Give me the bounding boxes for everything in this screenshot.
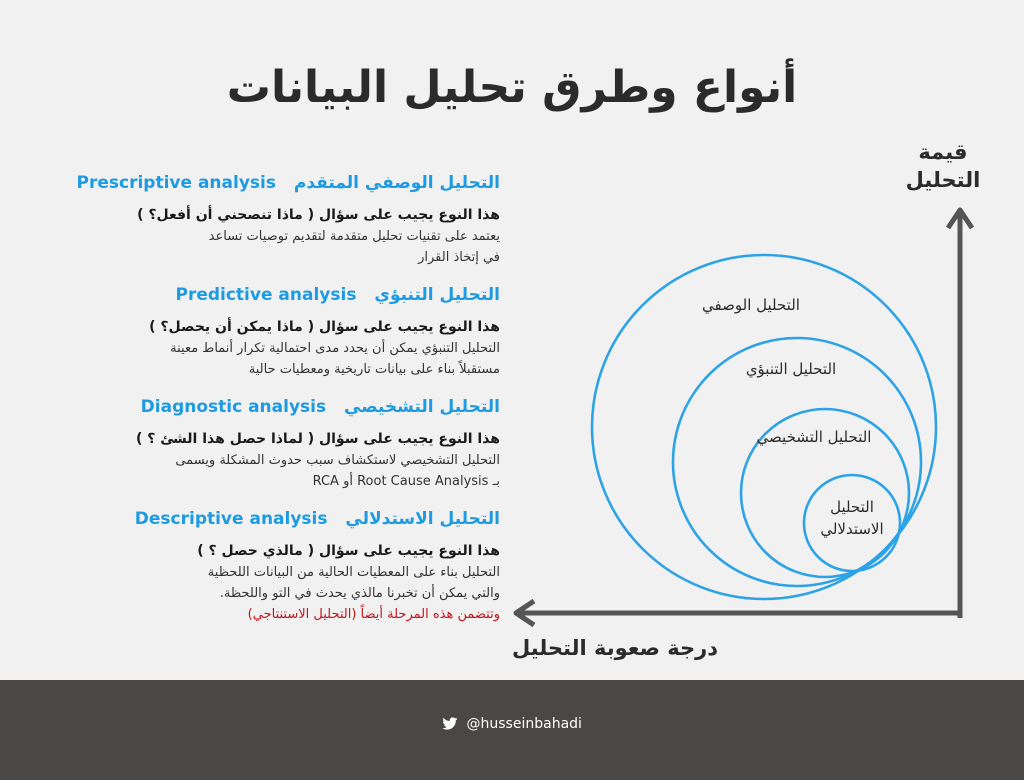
twitter-handle: @husseinbahadi — [466, 716, 582, 732]
section-desc-line: بـ Root Cause Analysis أو RCA — [312, 474, 500, 489]
circle-label-line: التحليل — [830, 498, 874, 516]
section-question: هذا النوع يجيب على سؤال ( مالذي حصل ؟ ) — [197, 543, 500, 559]
section-title-en: Descriptive analysis — [134, 509, 328, 529]
section-title-en: Diagnostic analysis — [140, 397, 327, 417]
twitter-bird-icon — [442, 717, 458, 731]
section-note: وتتضمن هذه المرحلة أيضاً (التحليل الاستنتاجي) — [247, 607, 500, 622]
section-title-ar: التحليل التشخيصي — [344, 397, 500, 417]
section-question: هذا النوع يجيب على سؤال ( ماذا يمكن أن يحصل؟ ) — [149, 319, 500, 335]
section-desc-line: والتي يمكن أن تخبرنا مالذي يحدث في التو واللحظة. — [219, 586, 500, 601]
circle-label-text: التحليل التشخيصي — [756, 428, 872, 446]
circle-label-line: الاستدلالي — [820, 520, 884, 538]
section-title-ar: التحليل الوصفي المتقدم — [293, 173, 500, 193]
y-axis-label-line: التحليل — [905, 168, 981, 192]
circle-label-diagnostic — [734, 426, 894, 448]
section-title-en: Predictive analysis — [175, 285, 357, 305]
section-question: هذا النوع يجيب على سؤال ( ماذا تنصحني أن أفعل؟ ) — [137, 207, 500, 223]
section-title-ar: التحليل الاستدلالي — [345, 509, 500, 529]
page-title: أنواع وطرق تحليل البيانات — [226, 62, 798, 113]
section-desc-line: التحليل بناء على المعطيات الحالية من البيانات اللحظية — [207, 565, 500, 580]
x-axis-label: درجة صعوبة التحليل — [512, 636, 718, 660]
y-axis-label — [888, 138, 998, 194]
section-desc-line: التحليل التنبؤي يمكن أن يحدد مدى احتمالية تكرار أنماط معينة — [170, 341, 500, 356]
section-desc-line: في إتخاذ القرار — [418, 250, 500, 265]
footer-handle — [0, 716, 1024, 732]
circle-label-inferential — [792, 496, 912, 540]
circle-label-descriptive: التحليل الوصفي — [702, 296, 800, 314]
section-desc-line: يعتمد على تقنيات تحليل متقدمة لتقديم توصيات تساعد — [208, 229, 500, 244]
section-desc-line: التحليل التشخيصي لاستكشاف سبب حدوث المشكلة ويسمى — [175, 453, 500, 468]
section-question: هذا النوع يجيب على سؤال ( لماذا حصل هذا الشئ ؟ ) — [135, 431, 500, 447]
section-desc-line: مستقبلاً بناء على بيانات تاريخية ومعطيات حالية — [248, 362, 500, 377]
section-title-en: Prescriptive analysis — [76, 173, 276, 193]
section-title-ar: التحليل التنبؤي — [374, 285, 500, 305]
circle-label-predictive: التحليل التنبؤي — [745, 360, 837, 378]
y-axis-label-line: قيمة — [918, 140, 968, 164]
